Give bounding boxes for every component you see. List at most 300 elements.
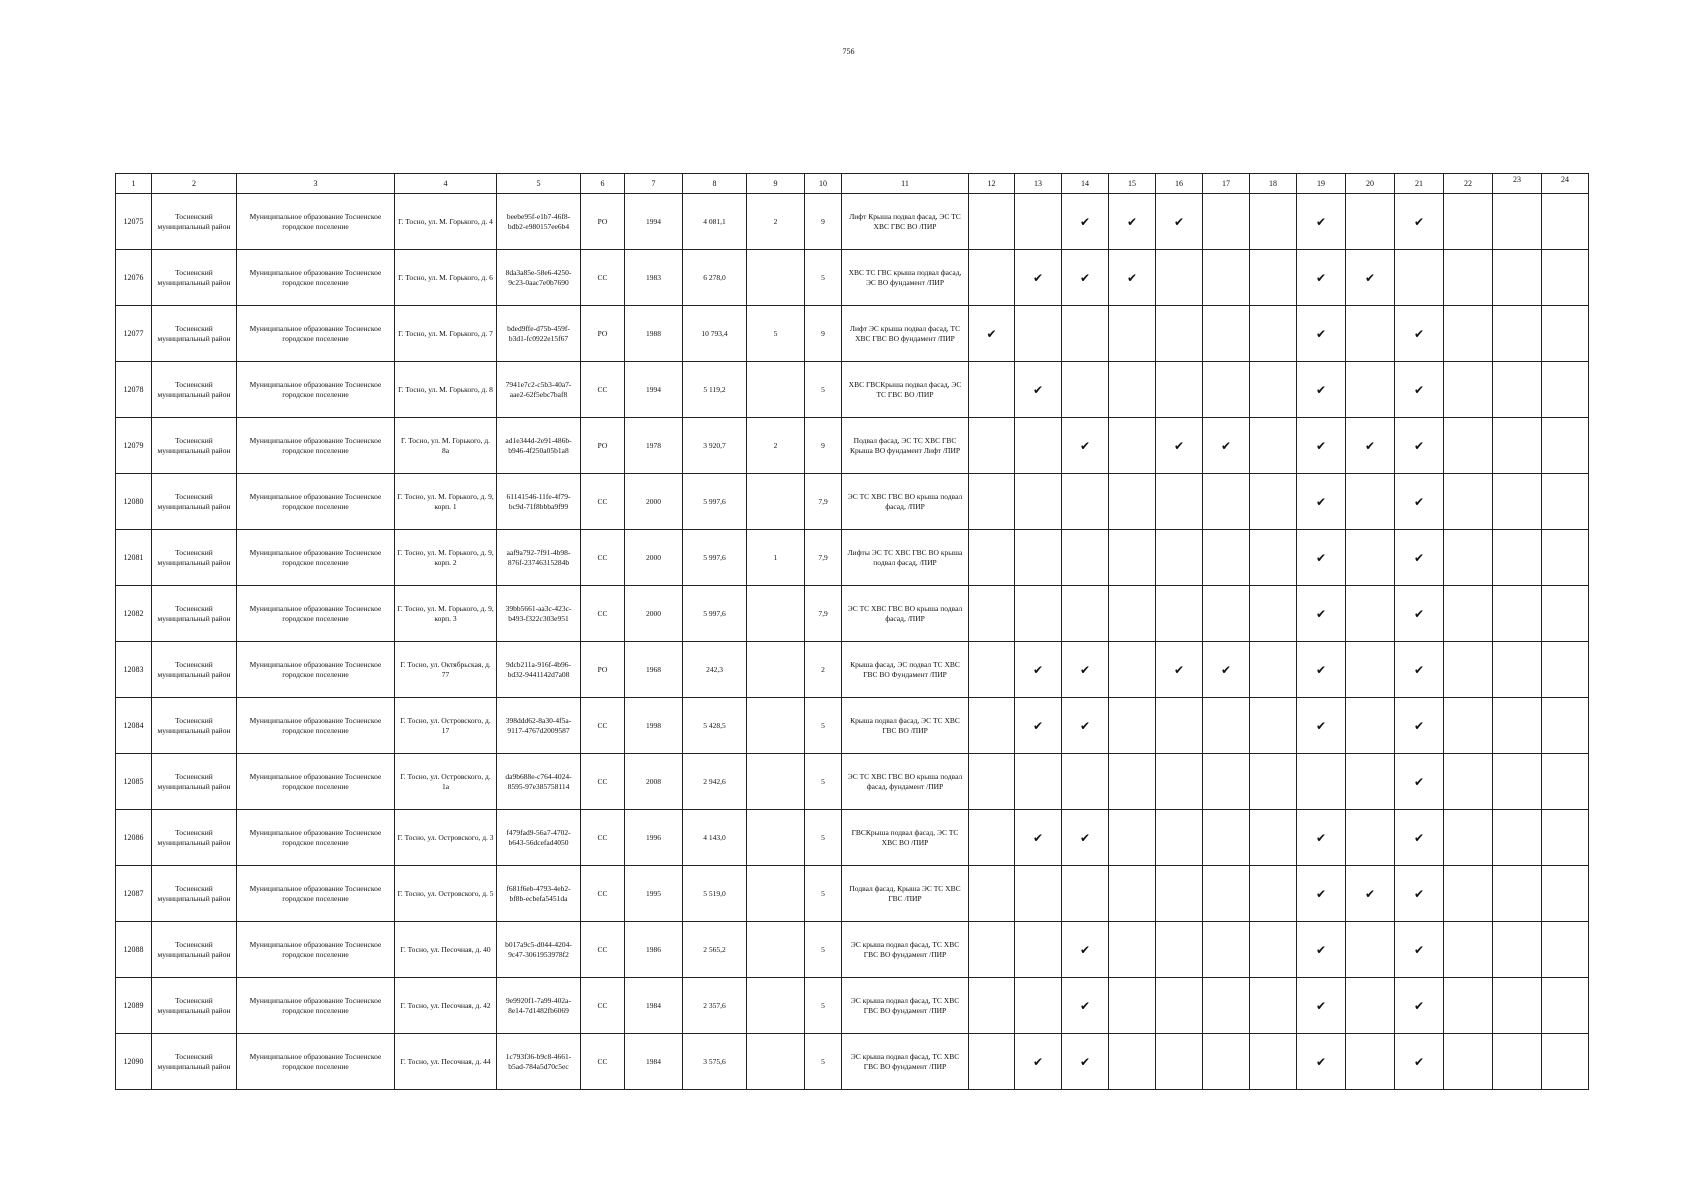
empty-cell [1062,306,1109,362]
column-number-header: 21 [1395,174,1444,194]
table-row [116,1034,1589,1090]
empty-cell [1203,530,1250,586]
empty-cell [1250,642,1297,698]
empty-cell [1109,586,1156,642]
floors-cell: 7,9 [805,586,842,642]
empty-cell [1203,306,1250,362]
guid-cell: 61141546-11fe-4f79-bc9d-71f8bbba9f99 [497,474,581,530]
municipality-cell: Муниципальное образование Тосненское городское поселение [237,1034,395,1090]
check-mark-icon: ✔ [1395,810,1444,866]
empty-cell [1203,978,1250,1034]
empty-cell [1109,474,1156,530]
check-mark-icon: ✔ [1297,418,1346,474]
empty-cell [1542,810,1589,866]
check-mark-icon: ✔ [1297,306,1346,362]
build-year-cell: 1986 [625,922,683,978]
column-9-cell [747,810,805,866]
empty-cell [1493,642,1542,698]
record-id-cell: 12083 [116,642,152,698]
district-cell: Тосненский муниципальный район [152,922,237,978]
empty-cell [1493,474,1542,530]
municipality-cell: Муниципальное образование Тосненское городское поселение [237,810,395,866]
area-cell: 2 357,6 [683,978,747,1034]
district-cell: Тосненский муниципальный район [152,474,237,530]
works-cell: Крыша фасад, ЭС подвал ТС ХВС ГВС ВО Фундамент /ПИР [842,642,969,698]
column-9-cell [747,474,805,530]
empty-cell [969,530,1015,586]
empty-cell [1346,754,1395,810]
municipality-cell: Муниципальное образование Тосненское городское поселение [237,922,395,978]
check-mark-icon: ✔ [1395,194,1444,250]
empty-cell [1542,474,1589,530]
empty-cell [1203,474,1250,530]
check-mark-icon: ✔ [1203,418,1250,474]
works-cell: Лифты ЭС ТС ХВС ГВС ВО крыша подвал фасад, /ПИР [842,530,969,586]
works-cell: ЭС крыша подвал фасад, ТС ХВС ГВС ВО фундамент /ПИР [842,978,969,1034]
district-cell: Тосненский муниципальный район [152,754,237,810]
check-mark-icon: ✔ [1346,250,1395,306]
area-cell: 2 565,2 [683,922,747,978]
empty-cell [969,474,1015,530]
column-number-header: 2 [152,174,237,194]
column-number-header: 16 [1156,174,1203,194]
check-mark-icon: ✔ [1062,978,1109,1034]
works-cell: Подвал фасад, ЭС ТС ХВС ГВС Крыша ВО фундамент Лифт /ПИР [842,418,969,474]
check-mark-icon: ✔ [1395,922,1444,978]
guid-cell: 1c793f36-b9c8-4661-b5ad-784a5d70c5ec [497,1034,581,1090]
empty-cell [1015,586,1062,642]
district-cell: Тосненский муниципальный район [152,250,237,306]
check-mark-icon: ✔ [1062,642,1109,698]
column-9-cell: 2 [747,194,805,250]
empty-cell [1493,418,1542,474]
empty-cell [1203,698,1250,754]
municipality-cell: Муниципальное образование Тосненское городское поселение [237,250,395,306]
empty-cell [1203,810,1250,866]
guid-cell: f681f6eb-4793-4eb2-bf8b-ecbefa5451da [497,866,581,922]
empty-cell [1156,698,1203,754]
area-cell: 5 997,6 [683,474,747,530]
ownership-type-cell: СС [581,922,625,978]
check-mark-icon: ✔ [1395,866,1444,922]
area-cell: 10 793,4 [683,306,747,362]
empty-cell [1156,754,1203,810]
municipality-cell: Муниципальное образование Тосненское городское поселение [237,474,395,530]
address-cell: Г. Тосно, ул. Островского, д. 17 [395,698,497,754]
guid-cell: 398ddd62-8a30-4f5a-9117-4767d2009587 [497,698,581,754]
empty-cell [1250,810,1297,866]
check-mark-icon: ✔ [1062,194,1109,250]
ownership-type-cell: СС [581,586,625,642]
ownership-type-cell: СС [581,1034,625,1090]
check-mark-icon: ✔ [1156,642,1203,698]
empty-cell [1062,866,1109,922]
empty-cell [1156,922,1203,978]
check-mark-icon: ✔ [1346,866,1395,922]
check-mark-icon: ✔ [1015,250,1062,306]
ownership-type-cell: СС [581,474,625,530]
page-number: 756 [842,47,855,56]
empty-cell [1542,250,1589,306]
empty-cell [1493,978,1542,1034]
address-cell: Г. Тосно, ул. М. Горького, д. 6 [395,250,497,306]
column-9-cell [747,978,805,1034]
table-row [116,922,1589,978]
check-mark-icon: ✔ [1395,1034,1444,1090]
ownership-type-cell: СС [581,362,625,418]
address-cell: Г. Тосно, ул. Островского, д. 1а [395,754,497,810]
ownership-type-cell: СС [581,754,625,810]
record-id-cell: 12090 [116,1034,152,1090]
area-cell: 5 119,2 [683,362,747,418]
guid-cell: ad1e344d-2e91-486b-b946-4f250a05b1a8 [497,418,581,474]
record-id-cell: 12080 [116,474,152,530]
area-cell: 5 519,0 [683,866,747,922]
municipality-cell: Муниципальное образование Тосненское городское поселение [237,194,395,250]
floors-cell: 7,9 [805,530,842,586]
district-cell: Тосненский муниципальный район [152,810,237,866]
empty-cell [969,810,1015,866]
works-cell: ЭС крыша подвал фасад, ТС ХВС ГВС ВО фундамент /ПИР [842,922,969,978]
empty-cell [1250,194,1297,250]
column-number-header: 18 [1250,174,1297,194]
floors-cell: 5 [805,978,842,1034]
empty-cell [1542,978,1589,1034]
check-mark-icon: ✔ [1297,362,1346,418]
floors-cell: 5 [805,922,842,978]
empty-cell [1493,698,1542,754]
empty-cell [1444,642,1493,698]
record-id-cell: 12082 [116,586,152,642]
column-9-cell [747,698,805,754]
check-mark-icon: ✔ [1297,922,1346,978]
check-mark-icon: ✔ [1015,698,1062,754]
column-number-header: 11 [842,174,969,194]
build-year-cell: 2000 [625,530,683,586]
guid-cell: 8da3a85e-58e6-4250-9c23-0aac7e0b7690 [497,250,581,306]
empty-cell [1346,306,1395,362]
empty-cell [969,250,1015,306]
record-id-cell: 12088 [116,922,152,978]
empty-cell [1346,978,1395,1034]
guid-cell: aaf9a792-7f91-4b98-876f-23746315284b [497,530,581,586]
check-mark-icon: ✔ [1395,306,1444,362]
empty-cell [1542,194,1589,250]
build-year-cell: 2000 [625,586,683,642]
empty-cell [1444,194,1493,250]
column-number-header: 4 [395,174,497,194]
column-number-header: 3 [237,174,395,194]
empty-cell [1156,810,1203,866]
empty-cell [1250,474,1297,530]
record-id-cell: 12081 [116,530,152,586]
empty-cell [1250,306,1297,362]
address-cell: Г. Тосно, ул. М. Горького, д. 9, корп. 2 [395,530,497,586]
works-cell: ГВСКрыша подвал фасад, ЭС ТС ХВС ВО /ПИР [842,810,969,866]
column-number-header: 6 [581,174,625,194]
column-9-cell [747,642,805,698]
empty-cell [969,418,1015,474]
empty-cell [1493,194,1542,250]
floors-cell: 9 [805,418,842,474]
empty-cell [969,866,1015,922]
empty-cell [1542,642,1589,698]
empty-cell [1015,194,1062,250]
empty-cell [1346,642,1395,698]
check-mark-icon: ✔ [1109,250,1156,306]
empty-cell [969,586,1015,642]
column-number-header: 7 [625,174,683,194]
empty-cell [1444,306,1493,362]
empty-cell [1109,362,1156,418]
empty-cell [1346,698,1395,754]
empty-cell [1156,866,1203,922]
empty-cell [1156,250,1203,306]
empty-cell [1156,362,1203,418]
empty-cell [1444,866,1493,922]
column-9-cell [747,362,805,418]
floors-cell: 5 [805,250,842,306]
empty-cell [1346,922,1395,978]
table-row [116,698,1589,754]
empty-cell [1203,586,1250,642]
ownership-type-cell: РО [581,194,625,250]
works-cell: Лифт Крыша подвал фасад, ЭС ТС ХВС ГВС ВО /ПИР [842,194,969,250]
column-number-header: 17 [1203,174,1250,194]
record-id-cell: 12089 [116,978,152,1034]
municipality-cell: Муниципальное образование Тосненское городское поселение [237,754,395,810]
column-number-header: 14 [1062,174,1109,194]
empty-cell [1156,530,1203,586]
check-mark-icon: ✔ [1395,642,1444,698]
empty-cell [1444,474,1493,530]
empty-cell [1109,530,1156,586]
column-9-cell [747,250,805,306]
municipality-cell: Муниципальное образование Тосненское городское поселение [237,418,395,474]
empty-cell [969,362,1015,418]
ownership-type-cell: РО [581,306,625,362]
area-cell: 3 920,7 [683,418,747,474]
works-cell: Крыша подвал фасад, ЭС ТС ХВС ГВС ВО /ПИР [842,698,969,754]
empty-cell [1493,586,1542,642]
area-cell: 3 575,6 [683,1034,747,1090]
empty-cell [1444,586,1493,642]
ownership-type-cell: СС [581,698,625,754]
empty-cell [1203,1034,1250,1090]
check-mark-icon: ✔ [1297,866,1346,922]
district-cell: Тосненский муниципальный район [152,362,237,418]
empty-cell [1109,810,1156,866]
check-mark-icon: ✔ [1062,922,1109,978]
address-cell: Г. Тосно, ул. М. Горького, д. 8а [395,418,497,474]
address-cell: Г. Тосно, ул. М. Горького, д. 4 [395,194,497,250]
empty-cell [1250,922,1297,978]
district-cell: Тосненский муниципальный район [152,194,237,250]
empty-cell [1250,978,1297,1034]
empty-cell [1493,530,1542,586]
column-number-header: 24 [1542,174,1589,194]
column-number-header: 10 [805,174,842,194]
build-year-cell: 1994 [625,362,683,418]
empty-cell [1156,586,1203,642]
empty-cell [1250,250,1297,306]
check-mark-icon: ✔ [1062,1034,1109,1090]
empty-cell [1493,866,1542,922]
check-mark-icon: ✔ [1395,474,1444,530]
check-mark-icon: ✔ [1015,642,1062,698]
check-mark-icon: ✔ [1395,586,1444,642]
column-number-header: 1 [116,174,152,194]
empty-cell [1250,698,1297,754]
empty-cell [1542,586,1589,642]
column-9-cell [747,922,805,978]
check-mark-icon: ✔ [1297,1034,1346,1090]
empty-cell [1444,922,1493,978]
floors-cell: 9 [805,194,842,250]
empty-cell [1203,754,1250,810]
empty-cell [1109,306,1156,362]
build-year-cell: 2008 [625,754,683,810]
table-row [116,586,1589,642]
build-year-cell: 1984 [625,1034,683,1090]
empty-cell [1109,642,1156,698]
build-year-cell: 1988 [625,306,683,362]
address-cell: Г. Тосно, ул. Песочная, д. 44 [395,1034,497,1090]
column-9-cell: 2 [747,418,805,474]
guid-cell: f479fad9-56a7-4702-b643-56dcefad4050 [497,810,581,866]
column-number-header: 9 [747,174,805,194]
check-mark-icon: ✔ [1109,194,1156,250]
empty-cell [969,642,1015,698]
empty-cell [1346,1034,1395,1090]
guid-cell: 7941e7c2-c5b3-40a7-aae2-62f5ebc7baf8 [497,362,581,418]
municipality-cell: Муниципальное образование Тосненское городское поселение [237,306,395,362]
works-cell: ЭС ТС ХВС ГВС ВО крыша подвал фасад, фундамент /ПИР [842,754,969,810]
works-cell: ЭС крыша подвал фасад, ТС ХВС ГВС ВО фундамент /ПИР [842,1034,969,1090]
check-mark-icon: ✔ [1297,642,1346,698]
column-9-cell [747,586,805,642]
empty-cell [1542,530,1589,586]
empty-cell [1444,530,1493,586]
empty-cell [1109,866,1156,922]
ownership-type-cell: СС [581,530,625,586]
empty-cell [1250,530,1297,586]
floors-cell: 5 [805,866,842,922]
empty-cell [1156,1034,1203,1090]
empty-cell [1015,922,1062,978]
empty-cell [1062,530,1109,586]
empty-cell [1493,922,1542,978]
record-id-cell: 12077 [116,306,152,362]
empty-cell [1015,474,1062,530]
works-cell: Лифт ЭС крыша подвал фасад, ТС ХВС ГВС ВО фундамент /ПИР [842,306,969,362]
record-id-cell: 12087 [116,866,152,922]
works-cell: ЭС ТС ХВС ГВС ВО крыша подвал фасад, /ПИР [842,474,969,530]
empty-cell [1250,1034,1297,1090]
record-id-cell: 12085 [116,754,152,810]
empty-cell [1493,810,1542,866]
ownership-type-cell: СС [581,978,625,1034]
header-row [116,174,1589,194]
table-row [116,810,1589,866]
empty-cell [1250,362,1297,418]
column-number-header: 13 [1015,174,1062,194]
empty-cell [969,978,1015,1034]
check-mark-icon: ✔ [1015,362,1062,418]
build-year-cell: 1996 [625,810,683,866]
check-mark-icon: ✔ [1395,978,1444,1034]
empty-cell [1015,418,1062,474]
address-cell: Г. Тосно, ул. Песочная, д. 40 [395,922,497,978]
empty-cell [1015,530,1062,586]
check-mark-icon: ✔ [1297,530,1346,586]
build-year-cell: 1968 [625,642,683,698]
check-mark-icon: ✔ [1297,978,1346,1034]
guid-cell: 9e9920f1-7a99-402a-8e14-7d1482fb6069 [497,978,581,1034]
guid-cell: da9b688e-c764-4024-8595-97e385758114 [497,754,581,810]
empty-cell [1109,1034,1156,1090]
area-cell: 4 143,0 [683,810,747,866]
build-year-cell: 1983 [625,250,683,306]
area-cell: 5 428,5 [683,698,747,754]
district-cell: Тосненский муниципальный район [152,866,237,922]
empty-cell [1493,754,1542,810]
check-mark-icon: ✔ [1297,810,1346,866]
empty-cell [1444,698,1493,754]
table-row [116,642,1589,698]
check-mark-icon: ✔ [969,306,1015,362]
empty-cell [1346,586,1395,642]
check-mark-icon: ✔ [1297,194,1346,250]
check-mark-icon: ✔ [1062,698,1109,754]
floors-cell: 5 [805,754,842,810]
record-id-cell: 12079 [116,418,152,474]
table-row [116,530,1589,586]
check-mark-icon: ✔ [1297,586,1346,642]
ownership-type-cell: СС [581,250,625,306]
empty-cell [1109,698,1156,754]
floors-cell: 5 [805,362,842,418]
address-cell: Г. Тосно, ул. Песочная, д. 42 [395,978,497,1034]
empty-cell [1203,250,1250,306]
area-cell: 4 081,1 [683,194,747,250]
guid-cell: b017a9c5-d044-4204-9c47-3061953978f2 [497,922,581,978]
district-cell: Тосненский муниципальный район [152,530,237,586]
empty-cell [1015,754,1062,810]
district-cell: Тосненский муниципальный район [152,418,237,474]
municipality-cell: Муниципальное образование Тосненское городское поселение [237,586,395,642]
address-cell: Г. Тосно, ул. Островского, д. 5 [395,866,497,922]
build-year-cell: 1995 [625,866,683,922]
address-cell: Г. Тосно, ул. М. Горького, д. 9, корп. 3 [395,586,497,642]
ownership-type-cell: СС [581,866,625,922]
empty-cell [1062,362,1109,418]
empty-cell [1346,530,1395,586]
district-cell: Тосненский муниципальный район [152,306,237,362]
empty-cell [969,754,1015,810]
empty-cell [1203,362,1250,418]
build-year-cell: 1984 [625,978,683,1034]
column-number-header: 8 [683,174,747,194]
check-mark-icon: ✔ [1062,810,1109,866]
empty-cell [1542,922,1589,978]
empty-cell [1062,754,1109,810]
district-cell: Тосненский муниципальный район [152,698,237,754]
empty-cell [1542,698,1589,754]
guid-cell: beebe95f-e1b7-46f8-bdb2-e980157ee6b4 [497,194,581,250]
empty-cell [1109,922,1156,978]
build-year-cell: 2000 [625,474,683,530]
